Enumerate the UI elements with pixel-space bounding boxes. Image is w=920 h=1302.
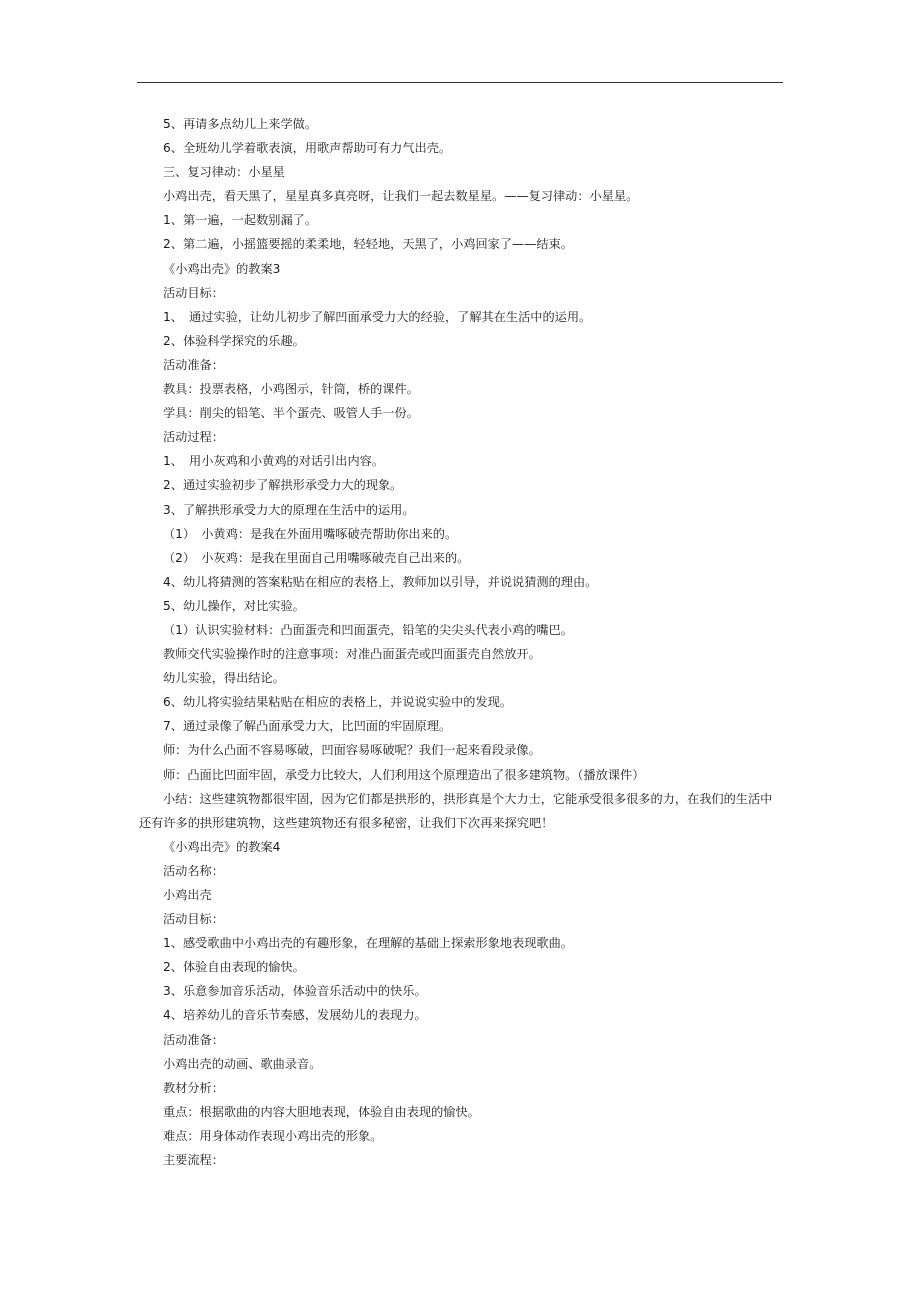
text-line: 2、体验自由表现的愉快。 (163, 960, 305, 975)
text-line: 2、第二遍，小摇篮要摇的柔柔地，轻轻地，天黑了，小鸡回家了——结束。 (163, 237, 573, 252)
summary-line: 小结：这些建筑物都很牢固，因为它们都是拱形的，拱形真是个大力士，它能承受很多很多的力，在我们的生活中 (163, 791, 773, 806)
text-line: 师：凸面比凹面牢固，承受力比较大，人们利用这个原理造出了很多建筑物。（播放课件） (163, 767, 645, 782)
text-line: 3、了解拱形承受力大的原理在生活中的运用。 (163, 502, 415, 517)
lesson-title: 《小鸡出壳》的教案3 (163, 261, 281, 276)
text-line: 重点：根据歌曲的内容大胆地表现，体验自由表现的愉快。 (163, 1104, 480, 1119)
text-line: 7、通过录像了解凸面承受力大，比凹面的牢固原理。 (163, 719, 452, 734)
subheading: 活动过程： (163, 430, 224, 445)
text-line: 师：为什么凸面不容易啄破，凹面容易啄破呢？我们一起来看段录像。 (163, 743, 541, 758)
text-line: 6、幼儿将实验结果粘贴在相应的表格上，并说说实验中的发现。 (163, 695, 513, 710)
subheading: 主要流程： (163, 1153, 224, 1168)
text-line: 1、感受歌曲中小鸡出壳的有趣形象，在理解的基础上探索形象地表现歌曲。 (163, 936, 573, 951)
text-line: 学具：削尖的铅笔、半个蛋壳、吸管人手一份。 (163, 406, 419, 421)
text-line: 5、再请多点幼儿上来学做。 (163, 117, 318, 131)
text-line: （2） 小灰鸡：是我在里面自己用嘴啄破壳自己出来的。 (163, 550, 470, 565)
text-line: 1、 通过实验，让幼儿初步了解凹面承受力大的经验，了解其在生活中的运用。 (163, 309, 592, 324)
text-line: 4、培养幼儿的音乐节奏感，发展幼儿的表现力。 (163, 1008, 427, 1023)
text-line: 2、通过实验初步了解拱形承受力大的现象。 (163, 478, 403, 493)
text-line: （1） 小黄鸡：是我在外面用嘴啄破壳帮助你出来的。 (163, 526, 458, 541)
text-line: 3、乐意参加音乐活动，体验音乐活动中的快乐。 (163, 984, 427, 999)
subheading: 活动目标： (163, 285, 224, 300)
text-line: 1、第一遍，一起数别漏了。 (163, 213, 318, 228)
subheading: 活动准备： (163, 1032, 224, 1047)
subheading: 教材分析： (163, 1080, 224, 1095)
text-line: （1）认识实验材料：凸面蛋壳和凹面蛋壳，铅笔的尖尖头代表小鸡的嘴巴。 (163, 622, 573, 637)
text-line: 教具：投票表格，小鸡图示，针筒，桥的课件。 (163, 382, 419, 397)
document-body (0, 112, 920, 1172)
text-line: 6、全班幼儿学着歌表演，用歌声帮助可有力气出壳。 (163, 141, 452, 156)
text-line: 幼儿实验，得出结论。 (163, 671, 285, 686)
text-line: 难点：用身体动作表现小鸡出壳的形象。 (163, 1128, 383, 1143)
lesson-title: 《小鸡出壳》的教案4 (163, 839, 281, 854)
summary-line-continued: 还有许多的拱形建筑物，这些建筑物还有很多秘密，让我们下次再来探究吧！ (139, 815, 554, 830)
subheading: 活动准备： (163, 357, 224, 372)
text-line: 2、体验科学探究的乐趣。 (163, 333, 305, 348)
section-heading: 三、复习律动：小星星 (163, 165, 285, 180)
subheading: 活动名称： (163, 863, 224, 878)
text-line: 4、幼儿将猜测的答案粘贴在相应的表格上，教师加以引导，并说说猜测的理由。 (163, 574, 598, 589)
text-line: 教师交代实验操作时的注意事项：对准凸面蛋壳或凹面蛋壳自然放开。 (163, 647, 541, 662)
text-line: 小鸡出壳，看天黑了，星星真多真亮呀，让我们一起去数星星。——复习律动：小星星。 (163, 189, 639, 204)
text-line: 1、 用小灰鸡和小黄鸡的对话引出内容。 (163, 454, 385, 469)
text-line: 5、幼儿操作，对比实验。 (163, 598, 305, 613)
text-line: 小鸡出壳的动画、歌曲录音。 (163, 1056, 322, 1071)
header-rule (137, 82, 783, 83)
subheading: 活动目标： (163, 912, 224, 927)
text-line: 小鸡出壳 (163, 888, 212, 902)
